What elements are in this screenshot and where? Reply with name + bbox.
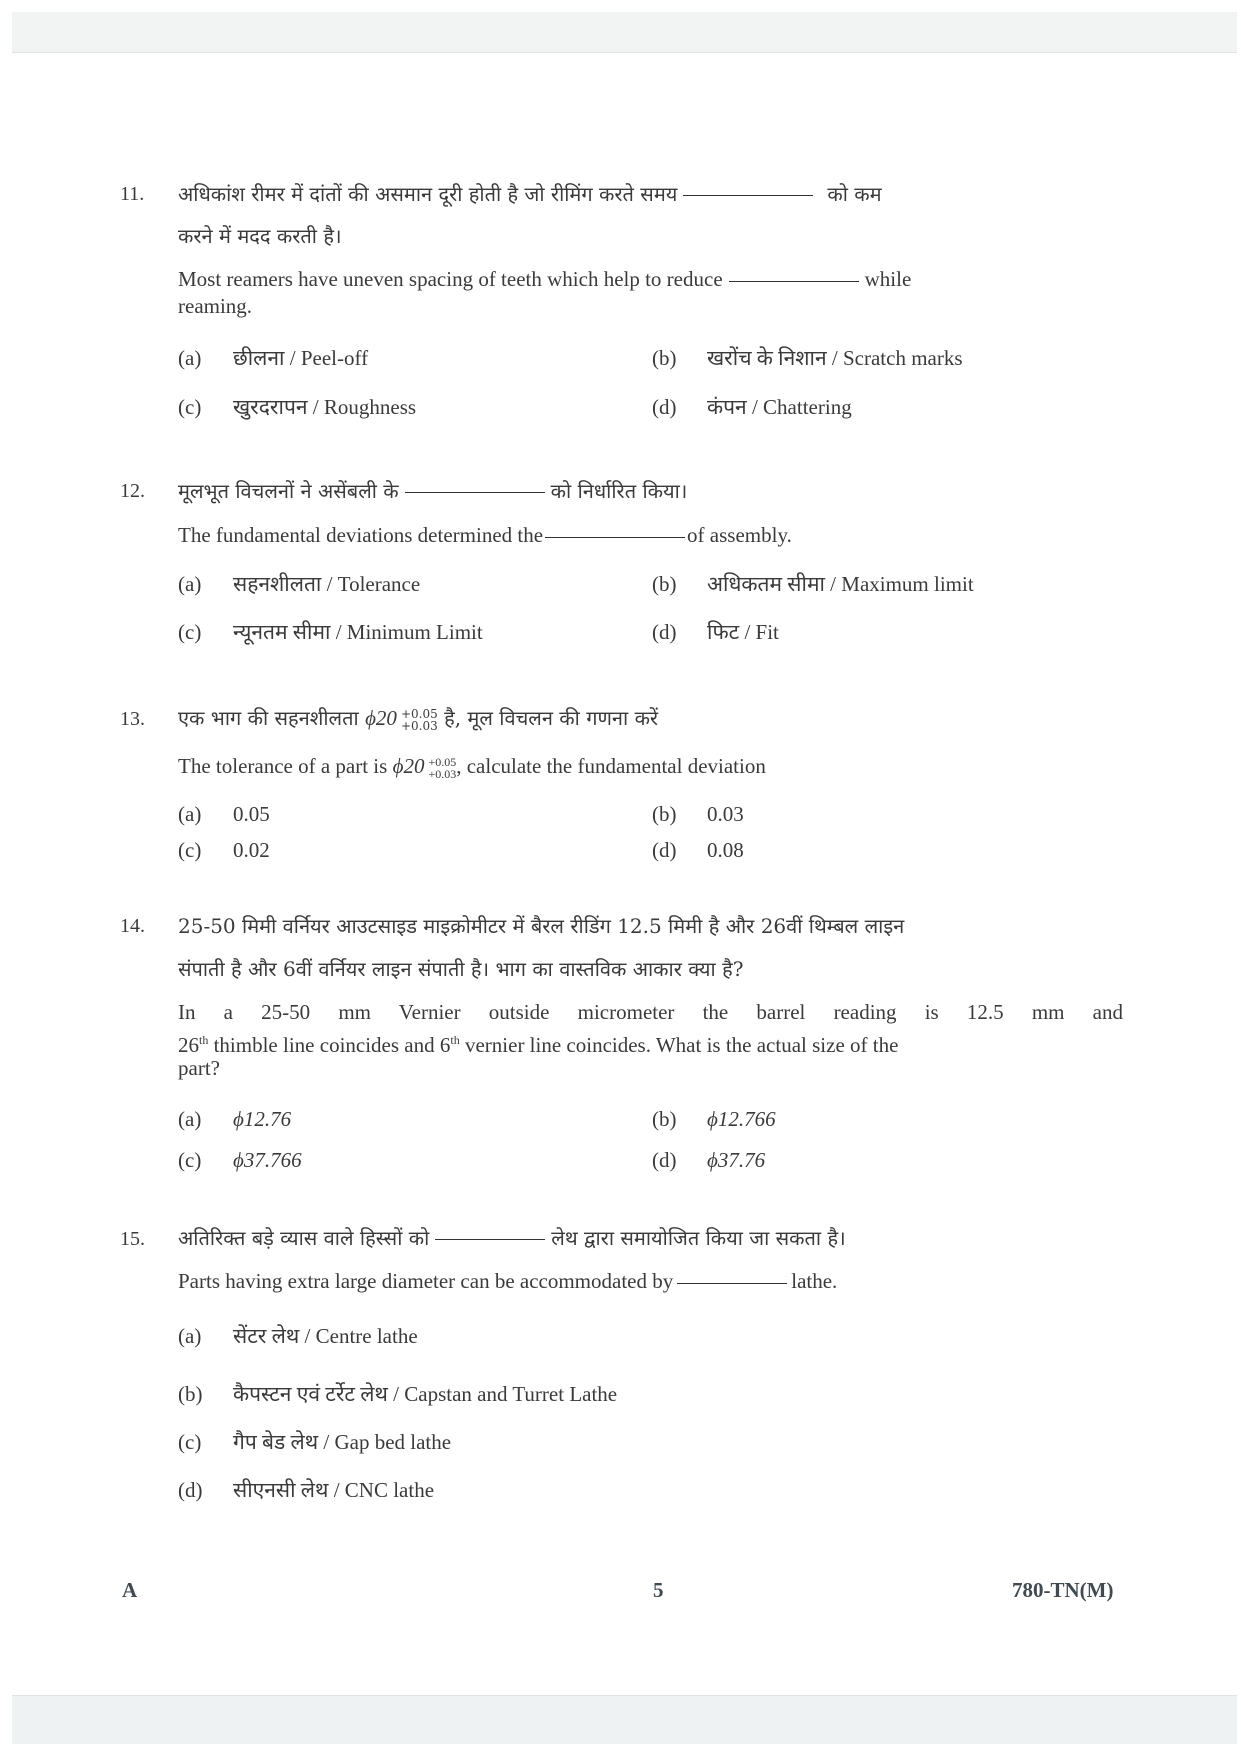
question-english: Most reamers have uneven spacing of teeth which help to reduce while: [178, 267, 912, 291]
question-hindi: एक भाग की सहनशीलता ϕ20 +0.05 +0.03 है, मूल विचलन की गणना करें: [178, 706, 659, 733]
option-b[interactable]: (b) ϕ12.766: [652, 1107, 776, 1131]
paper-code: 780-TN(M): [1012, 1578, 1114, 1602]
option-d[interactable]: (d) फिट / Fit: [652, 620, 779, 644]
option-a[interactable]: (a) छीलना / Peel-off: [178, 346, 369, 370]
option-d[interactable]: (d) 0.08: [652, 838, 744, 862]
answer-blank: [683, 195, 813, 196]
question-number: 14.: [120, 915, 145, 937]
option-b[interactable]: (b) कैपस्टन एवं टर्रेट लेथ / Capstan and Turret Lathe: [178, 1382, 618, 1406]
footer-series: A: [122, 1578, 138, 1602]
question-english-cont: reaming.: [178, 294, 253, 318]
option-c[interactable]: (c) ϕ37.766: [178, 1148, 302, 1172]
dimension: ϕ20: [365, 706, 397, 730]
answer-blank: [545, 537, 685, 538]
answer-blank: [729, 281, 859, 282]
question-number: 11.: [120, 183, 145, 205]
question-number: 15.: [120, 1228, 145, 1250]
question-english: In a 25-50 mm Vernier outside micrometer the barrel reading is 12.5 mm and: [178, 1000, 1123, 1024]
question-hindi: 25-50 मिमी वर्नियर आउटसाइड माइक्रोमीटर में बैरल रीडिंग 12.5 मिमी है और 26वीं थिम्बल लाइन: [178, 914, 905, 938]
question-english: The tolerance of a part is ϕ20 +0.05 +0.03, calculate the fundamental deviation: [178, 754, 766, 782]
option-a[interactable]: (a) ϕ12.76: [178, 1107, 292, 1131]
question-english: The fundamental deviations determined the of assembly.: [178, 523, 792, 547]
tolerance-stack: +0.05 +0.03: [400, 706, 438, 733]
question-english: Parts having extra large diameter can be accommodated by lathe.: [178, 1269, 838, 1293]
dimension: ϕ20: [392, 754, 425, 778]
option-a[interactable]: (a) सेंटर लेथ / Centre lathe: [178, 1324, 418, 1348]
answer-blank: [405, 492, 545, 493]
scan-border-top: [12, 12, 1237, 53]
question-number: 12.: [120, 480, 145, 502]
answer-blank: [435, 1239, 545, 1240]
option-c[interactable]: (c) 0.02: [178, 838, 270, 862]
option-a[interactable]: (a) 0.05: [178, 802, 270, 826]
question-english-cont2: part?: [178, 1056, 220, 1080]
page-number: 5: [653, 1578, 664, 1602]
option-d[interactable]: (d) कंपन / Chattering: [652, 395, 852, 419]
question-english-cont: 26th thimble line coincides and 6th vernier line coincides. What is the actual size of the: [178, 1033, 899, 1057]
option-b[interactable]: (b) 0.03: [652, 802, 744, 826]
option-d[interactable]: (d) सीएनसी लेथ / CNC lathe: [178, 1478, 435, 1502]
question-hindi: अतिरिक्त बड़े व्यास वाले हिस्सों को लेथ द्वारा समायोजित किया जा सकता है।: [178, 1226, 846, 1250]
option-c[interactable]: (c) गैप बेड लेथ / Gap bed lathe: [178, 1430, 452, 1454]
option-c[interactable]: (c) न्यूनतम सीमा / Minimum Limit: [178, 620, 483, 644]
question-number: 13.: [120, 708, 145, 730]
tolerance-stack: +0.05 +0.03: [428, 755, 457, 782]
option-b[interactable]: (b) अधिकतम सीमा / Maximum limit: [652, 572, 974, 596]
question-hindi-cont: संपाती है और 6वीं वर्नियर लाइन संपाती है। भाग का वास्तविक आकार क्या है?: [178, 957, 744, 981]
option-a[interactable]: (a) सहनशीलता / Tolerance: [178, 572, 421, 596]
option-c[interactable]: (c) खुरदरापन / Roughness: [178, 395, 417, 419]
question-hindi-cont: करने में मदद करती है।: [178, 224, 342, 248]
question-hindi: अधिकांश रीमर में दांतों की असमान दूरी होती है जो रीमिंग करते समय को कम: [178, 182, 882, 206]
option-d[interactable]: (d) ϕ37.76: [652, 1148, 766, 1172]
scan-border-bottom: [12, 1695, 1237, 1744]
question-hindi: मूलभूत विचलनों ने असेंबली के को निर्धारित किया।: [178, 479, 688, 503]
option-b[interactable]: (b) खरोंच के निशान / Scratch marks: [652, 346, 963, 370]
answer-blank: [677, 1283, 787, 1284]
